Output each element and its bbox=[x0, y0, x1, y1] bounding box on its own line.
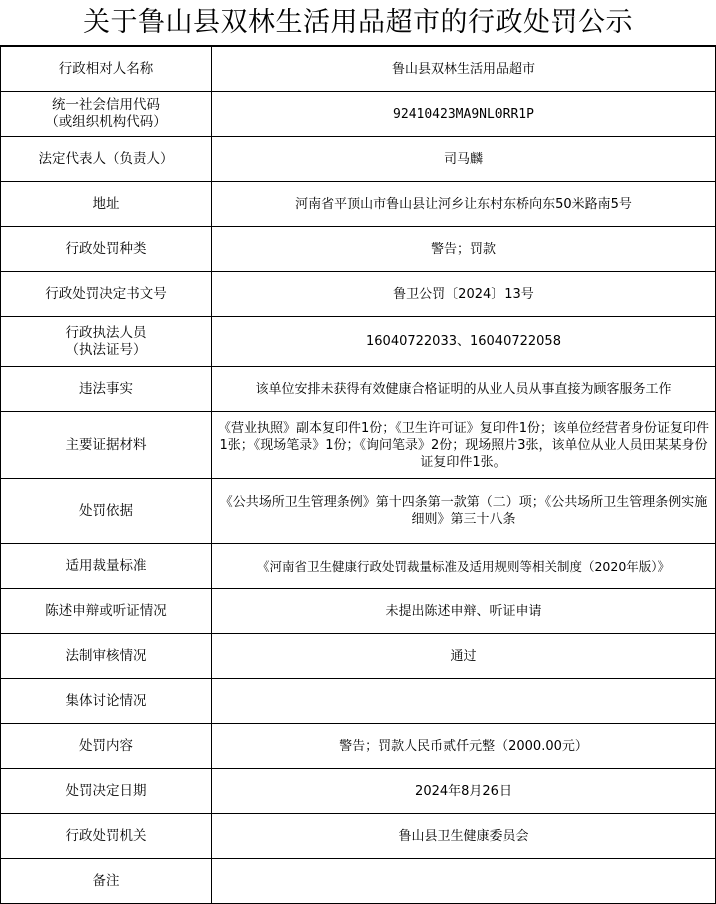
table-row bbox=[1, 317, 716, 367]
row-value: 《公共场所卫生管理条例》第十四条第一款第（二）项；《公共场所卫生管理条例实施细则》第三十八条 bbox=[212, 479, 716, 544]
row-value: 鲁山县卫生健康委员会 bbox=[212, 814, 716, 859]
table-row bbox=[1, 814, 716, 859]
row-label: 地址 bbox=[1, 182, 212, 227]
row-value: 鲁山县双林生活用品超市 bbox=[212, 47, 716, 92]
row-label: 行政执法人员 （执法证号） bbox=[1, 317, 212, 367]
row-label: 主要证据材料 bbox=[1, 412, 212, 479]
row-label: 法定代表人（负责人） bbox=[1, 137, 212, 182]
row-label: 行政处罚种类 bbox=[1, 227, 212, 272]
row-label: 备注 bbox=[1, 859, 212, 904]
row-value: 警告；罚款 bbox=[212, 227, 716, 272]
table-row bbox=[1, 227, 716, 272]
penalty-info-table bbox=[0, 46, 716, 904]
row-value bbox=[212, 679, 716, 724]
row-label: 处罚依据 bbox=[1, 479, 212, 544]
table-row bbox=[1, 367, 716, 412]
row-label: 行政处罚决定书文号 bbox=[1, 272, 212, 317]
row-value: 警告；罚款人民币贰仟元整（2000.00元） bbox=[212, 724, 716, 769]
row-label: 处罚内容 bbox=[1, 724, 212, 769]
table-row bbox=[1, 272, 716, 317]
table-row bbox=[1, 679, 716, 724]
table-row bbox=[1, 544, 716, 589]
table-row bbox=[1, 769, 716, 814]
row-value: 16040722033、16040722058 bbox=[212, 317, 716, 367]
row-value: 2024年8月26日 bbox=[212, 769, 716, 814]
page-title: 关于鲁山县双林生活用品超市的行政处罚公示 bbox=[0, 0, 716, 46]
table-row bbox=[1, 47, 716, 92]
row-label: 行政处罚机关 bbox=[1, 814, 212, 859]
row-label: 集体讨论情况 bbox=[1, 679, 212, 724]
table-row bbox=[1, 589, 716, 634]
row-value: 未提出陈述申辩、听证申请 bbox=[212, 589, 716, 634]
row-value: 司马麟 bbox=[212, 137, 716, 182]
table-row bbox=[1, 92, 716, 137]
row-label: 统一社会信用代码 （或组织机构代码） bbox=[1, 92, 212, 137]
row-value: 鲁卫公罚〔2024〕13号 bbox=[212, 272, 716, 317]
table-row bbox=[1, 859, 716, 904]
row-label: 法制审核情况 bbox=[1, 634, 212, 679]
table-row bbox=[1, 724, 716, 769]
row-label: 陈述申辩或听证情况 bbox=[1, 589, 212, 634]
row-value: 《营业执照》副本复印件1份；《卫生许可证》复印件1份；该单位经营者身份证复印件1张；《现场笔录》1份；《询问笔录》2份；现场照片3张，该单位从业人员田某某身份证复印件1张。 bbox=[212, 412, 716, 479]
row-value: 92410423MA9NL0RR1P bbox=[212, 92, 716, 137]
table-row bbox=[1, 479, 716, 544]
row-label: 违法事实 bbox=[1, 367, 212, 412]
table-row bbox=[1, 634, 716, 679]
table-row bbox=[1, 412, 716, 479]
row-label: 处罚决定日期 bbox=[1, 769, 212, 814]
row-value: 河南省平顶山市鲁山县让河乡让东村东桥向东50米路南5号 bbox=[212, 182, 716, 227]
row-value: 通过 bbox=[212, 634, 716, 679]
row-value bbox=[212, 859, 716, 904]
row-value: 《河南省卫生健康行政处罚裁量标准及适用规则等相关制度（2020年版）》 bbox=[212, 544, 716, 589]
table-row bbox=[1, 182, 716, 227]
table-row bbox=[1, 137, 716, 182]
row-label: 适用裁量标准 bbox=[1, 544, 212, 589]
row-label: 行政相对人名称 bbox=[1, 47, 212, 92]
row-value: 该单位安排未获得有效健康合格证明的从业人员从事直接为顾客服务工作 bbox=[212, 367, 716, 412]
